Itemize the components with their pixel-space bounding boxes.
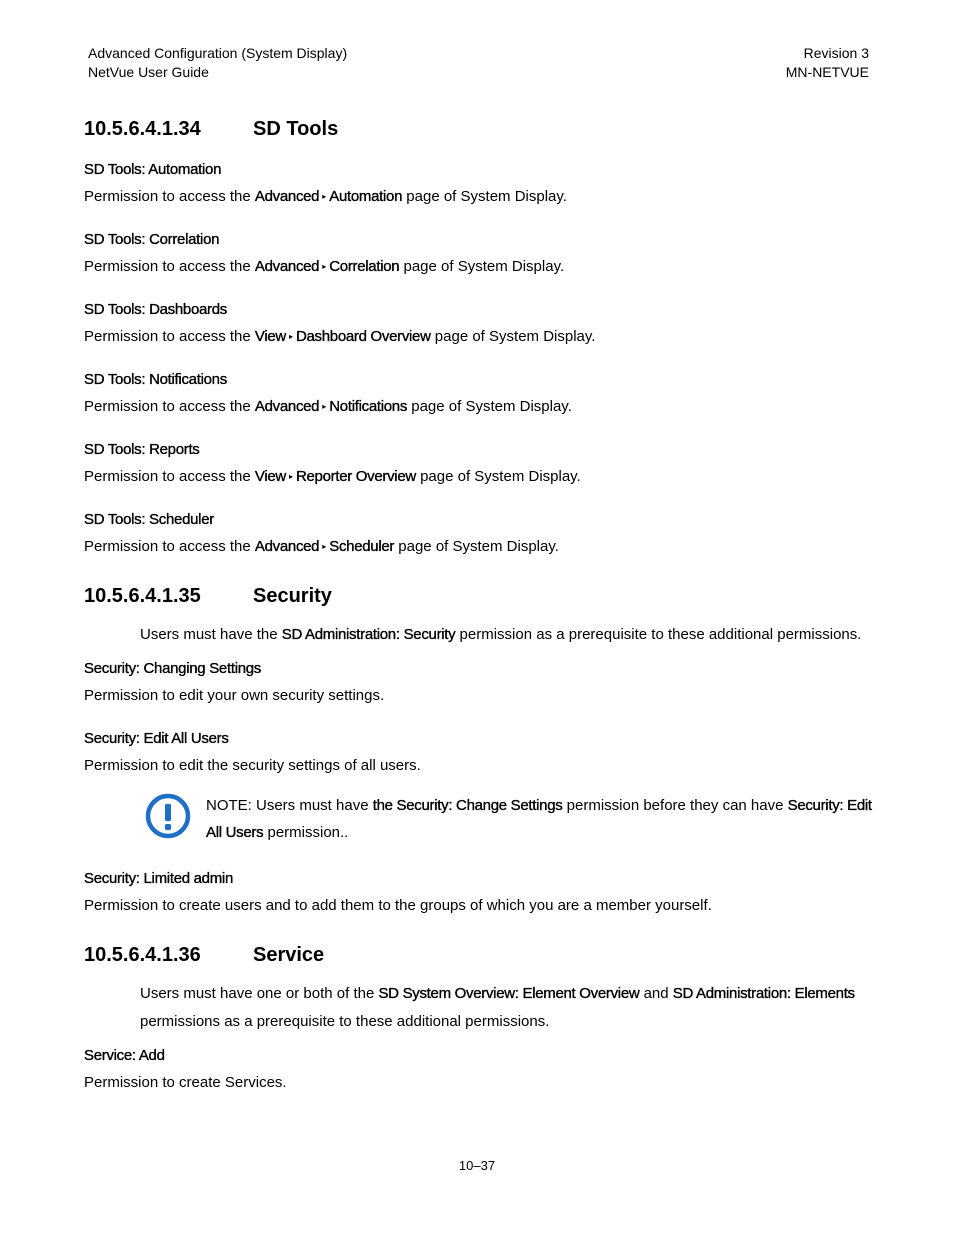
- section-heading-security: [84, 583, 874, 609]
- permission-item: [84, 370, 874, 417]
- menu-name: Advanced: [254, 188, 320, 205]
- section-heading-service: [84, 942, 874, 968]
- section-title: SD Tools: [253, 118, 339, 140]
- permission-title: SD Tools: Reports: [84, 441, 200, 458]
- permission-title: SD Tools: Scheduler: [84, 511, 214, 528]
- permission-title: SD Tools: Dashboards: [84, 301, 227, 318]
- permission-title: Security: Changing Settings: [84, 660, 262, 677]
- permission-desc: Permission to access the View ▸ Reporter Overview page of System Display.: [84, 468, 581, 485]
- permission-item: [84, 440, 874, 487]
- service-prerequisite: Users must have one or both of the SD System Overview: Element Overview and SD Administration: Elements permissions as a prerequisite to these additional permissions.: [140, 985, 855, 1030]
- arrow-icon: ▸: [288, 332, 293, 341]
- arrow-icon: ▸: [322, 192, 327, 201]
- menu-name: View: [254, 328, 286, 345]
- permission-title: Service: Add: [84, 1047, 165, 1064]
- menu-name: Advanced: [254, 538, 320, 555]
- page-content: [84, 116, 874, 1093]
- section-heading-sd-tools: [84, 116, 874, 142]
- permission-desc: Permission to access the Advanced ▸ Scheduler page of System Display.: [84, 538, 559, 555]
- permission-desc: Permission to edit the security settings of all users.: [84, 757, 421, 774]
- permission-item: [84, 160, 874, 207]
- permission-item: [84, 659, 874, 706]
- permission-title: SD Tools: Automation: [84, 161, 222, 178]
- arrow-icon: ▸: [288, 472, 293, 481]
- permission-desc: Permission to create users and to add them to the groups of which you are a member yourself.: [84, 897, 712, 914]
- section-title: Security: [253, 585, 332, 607]
- page-name: Reporter Overview: [295, 468, 416, 485]
- permission-desc: Permission to edit your own security settings.: [84, 687, 385, 704]
- page-name: Scheduler: [329, 538, 395, 555]
- permission-desc: Permission to create Services.: [84, 1074, 287, 1091]
- menu-name: View: [254, 468, 286, 485]
- prerequisite-permission: SD Administration: Security: [281, 626, 456, 643]
- permission-desc: Permission to access the Advanced ▸ Automation page of System Display.: [84, 188, 567, 205]
- header-guide: NetVue User Guide: [88, 64, 209, 80]
- page-name: Dashboard Overview: [295, 328, 431, 345]
- page-name: Automation: [329, 188, 403, 205]
- permission-title: Security: Limited admin: [84, 870, 233, 887]
- page-name: Notifications: [329, 398, 408, 415]
- permission-item: [84, 510, 874, 557]
- note-text: NOTE: Users must have the Security: Change Settings permission before they can have Security: Edit All Users permission..: [206, 797, 872, 841]
- menu-name: Advanced: [254, 398, 320, 415]
- info-icon: [144, 792, 192, 840]
- section-title: Service: [253, 944, 325, 966]
- header-doc-id: MN-NETVUE: [785, 64, 869, 80]
- arrow-icon: ▸: [322, 262, 327, 271]
- permission-title: SD Tools: Notifications: [84, 371, 227, 388]
- header-chapter: Advanced Configuration (System Display): [88, 45, 348, 61]
- permission-item: [84, 869, 874, 916]
- security-prerequisite: Users must have the SD Administration: Security permission as a prerequisite to these additional permissions.: [140, 626, 862, 643]
- menu-name: Advanced: [254, 258, 320, 275]
- sd-tools-list: [84, 160, 874, 557]
- permission-desc: Permission to access the View ▸ Dashboard Overview page of System Display.: [84, 328, 596, 345]
- permission-item: [84, 729, 874, 776]
- permission-title: SD Tools: Correlation: [84, 231, 220, 248]
- page-name: Correlation: [329, 258, 400, 275]
- section-number: 10.5.6.4.1.36: [84, 944, 201, 966]
- permission-title: Security: Edit All Users: [84, 730, 229, 747]
- permission-item: [84, 300, 874, 347]
- arrow-icon: ▸: [322, 542, 327, 551]
- header-right: [786, 44, 869, 82]
- permission-desc: Permission to access the Advanced ▸ Correlation page of System Display.: [84, 258, 565, 275]
- section-number: 10.5.6.4.1.34: [84, 118, 201, 140]
- permission-item: [84, 1046, 874, 1093]
- header-left: [88, 44, 347, 82]
- section-number: 10.5.6.4.1.35: [84, 585, 201, 607]
- arrow-icon: ▸: [322, 402, 327, 411]
- permission-desc: Permission to access the Advanced ▸ Notifications page of System Display.: [84, 398, 572, 415]
- note-box: [144, 792, 874, 861]
- header-revision: Revision 3: [803, 45, 869, 61]
- permission-item: [84, 230, 874, 277]
- page-number: 10–37: [458, 1158, 496, 1173]
